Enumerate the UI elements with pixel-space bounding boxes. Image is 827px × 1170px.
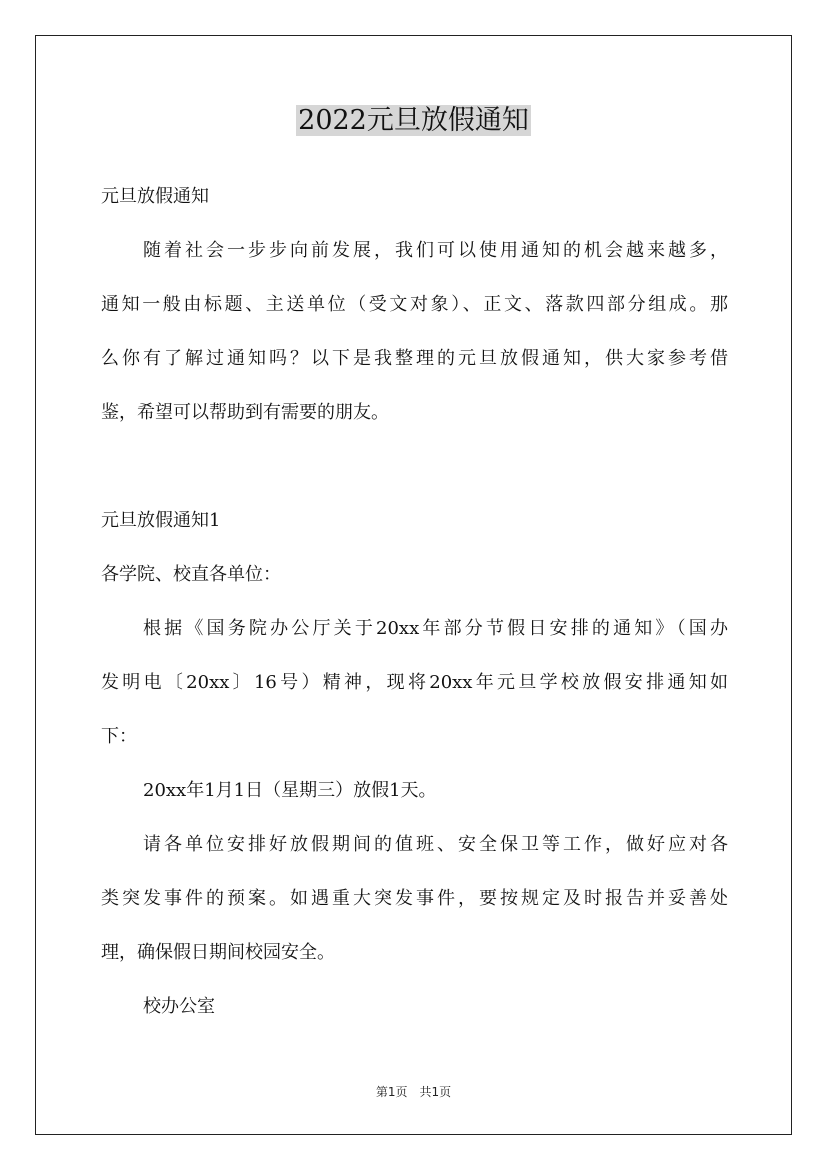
page-number: 第1页 <box>375 1085 408 1099</box>
body-line-2: 发明电〔20xx〕16号）精神，现将20xx年元旦学校放假安排通知如 <box>101 672 728 693</box>
document-body <box>101 170 728 1034</box>
duty-line-1: 请各单位安排好放假期间的值班、安全保卫等工作，做好应对各 <box>143 834 728 855</box>
blank-line <box>101 440 728 494</box>
section-heading: 元旦放假通知1 <box>101 510 221 531</box>
salutation: 各学院、校直各单位： <box>101 564 281 585</box>
page-total: 共1页 <box>419 1085 452 1099</box>
duty-line-2: 类突发事件的预案。如遇重大突发事件，要按规定及时报告并妥善处 <box>101 888 728 909</box>
page-footer <box>0 1082 827 1102</box>
duty-line-3: 理，确保假日期间校园安全。 <box>101 942 335 963</box>
body-line-1: 根据《国务院办公厅关于20xx年部分节假日安排的通知》（国办 <box>143 618 728 639</box>
intro-line-2: 通知一般由标题、主送单位（受文对象）、正文、落款四部分组成。那 <box>101 294 728 315</box>
intro-line-1: 随着社会一步步向前发展，我们可以使用通知的机会越来越多， <box>143 240 728 261</box>
intro-line-3: 么你有了解过通知吗？以下是我整理的元旦放假通知，供大家参考借 <box>101 348 728 369</box>
document-title-text: 2022元旦放假通知 <box>298 105 529 136</box>
body-line-3: 下： <box>101 726 137 747</box>
notice-heading: 元旦放假通知 <box>101 186 209 207</box>
intro-line-4: 鉴，希望可以帮助到有需要的朋友。 <box>101 402 389 423</box>
document-title <box>0 100 827 142</box>
holiday-line: 20xx年1月1日（星期三）放假1天。 <box>143 780 437 801</box>
signature: 校办公室 <box>143 996 215 1017</box>
